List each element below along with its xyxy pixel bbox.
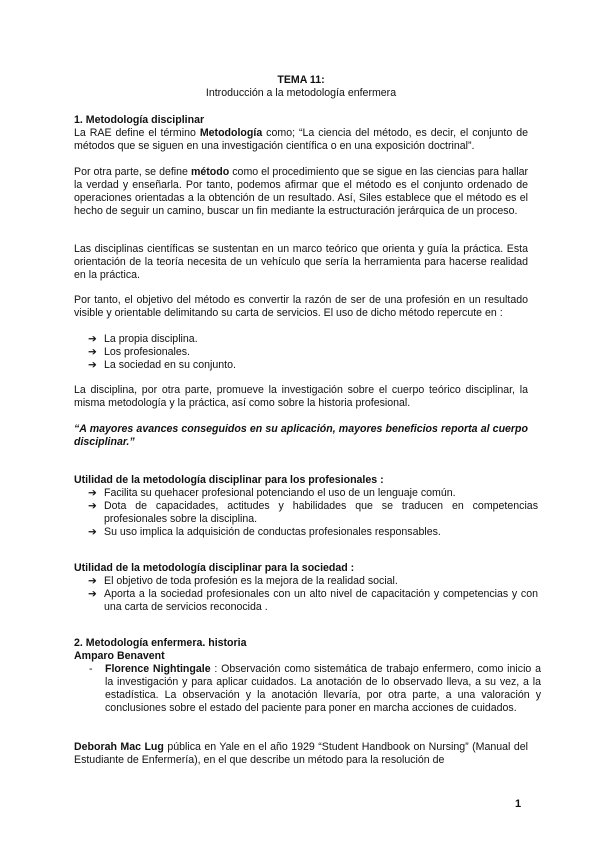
text-run: Por otra parte, se define — [74, 166, 191, 178]
list-item — [84, 359, 538, 372]
util-prof-heading: Utilidad de la metodología disciplinar para los profesionales : — [74, 474, 384, 486]
list-item — [87, 663, 541, 715]
list-item-text: Dota de capacidades, actitudes y habilidades que se traducen en competencias profesionales sobre la disciplina. — [104, 500, 538, 525]
arrow-right-icon: ➔ — [88, 526, 97, 538]
dash-icon: - — [89, 663, 93, 675]
arrow-right-icon: ➔ — [88, 588, 97, 600]
list-item — [84, 588, 538, 614]
list-item-text: Los profesionales. — [104, 346, 190, 358]
arrow-right-icon: ➔ — [88, 359, 97, 371]
arrow-right-icon: ➔ — [88, 333, 97, 345]
text-run: La RAE define el término — [74, 127, 200, 139]
util-soc-heading: Utilidad de la metodología disciplinar para la sociedad : — [74, 562, 355, 574]
bold-term: Metodología — [199, 127, 263, 139]
doc-subtitle: Introducción a la metodología enfermera — [205, 87, 397, 99]
arrow-right-icon: ➔ — [88, 575, 97, 587]
list-item — [84, 526, 538, 539]
repercute-list — [74, 333, 538, 372]
author-name: Amparo Benavent — [74, 650, 165, 662]
list-item — [84, 500, 538, 526]
paragraph-investigacion: La disciplina, por otra parte, promueve la investigación sobre el cuerpo teórico disciplinar, la misma metodología y la práctica, así como sobre la historia profesional. — [74, 384, 528, 409]
list-item — [84, 575, 538, 588]
arrow-right-icon: ➔ — [88, 487, 97, 499]
list-item — [84, 487, 538, 500]
arrow-right-icon: ➔ — [88, 346, 97, 358]
doc-title: TEMA 11: — [277, 74, 325, 86]
paragraph-objetivo: Por tanto, el objetivo del método es convertir la razón de ser de una profesión en un resultado visible y orientable delimitando su carta de servicios. El uso de dicho método repercute en : — [74, 294, 528, 319]
text-run: pública en Yale en el año 1929 “Student Handbook on Nursing” (Manual del Estudiante de Enfermería), en el que describe un método para la resolución de — [74, 741, 528, 766]
page-number: 1 — [515, 798, 522, 810]
list-item-text: Su uso implica la adquisición de conductas profesionales responsables. — [104, 526, 441, 538]
text-run: como el procedimiento que se sigue en las ciencias para hallar la verdad y enseñarla. Por tanto, podemos afirmar que el método es el conjunto ordenado de operaciones orientadas a la obtención de un resultado. Así, Siles establece que el método es el hecho de seguir un camino, buscar un fin mediante la estructuración jerárquica de un proceso. — [74, 166, 528, 217]
paragraph-disciplinas: Las disciplinas científicas se sustentan en un marco teórico que orienta y guía la práctica. Esta orientación de la teoría necesita de un vehículo que sería la herramienta para hacerse realidad en la práctica. — [74, 243, 528, 281]
util-prof-list — [74, 487, 538, 539]
list-item-text: : Observación como sistemática de trabajo enfermero, como inicio a la investigación y para aplicar cuidados. La anotación de lo observado lleva, a su vez, a la estadística. La observación y la anotación llevaría, por otra parte, a una valoración y conclusiones sobre el estado del paciente para poner en marcha acciones de cuidados. — [105, 663, 541, 714]
util-soc-list — [74, 575, 538, 614]
list-item — [84, 346, 538, 359]
section-2-heading: 2. Metodología enfermera. historia — [74, 637, 247, 649]
arrow-right-icon: ➔ — [88, 500, 97, 512]
bold-term: Deborah Mac Lug — [74, 741, 164, 753]
text-run: como; “La ciencia del método, es decir, el conjunto de métodos que se siguen en una investigación científica o en una exposición doctrinal”. — [74, 127, 529, 152]
section-1-heading: 1. Metodología disciplinar — [74, 114, 205, 126]
paragraph-rae — [74, 127, 528, 153]
list-item-text: La propia disciplina. — [104, 333, 198, 345]
list-item-text: Facilita su quehacer profesional potenciando el uso de un lenguaje común. — [104, 487, 456, 499]
list-item — [84, 333, 538, 346]
history-list — [74, 663, 541, 715]
paragraph-metodo — [74, 166, 528, 218]
list-item-text: La sociedad en su conjunto. — [104, 359, 236, 371]
paragraph-deborah — [74, 741, 528, 767]
bold-term: Florence Nightingale — [105, 663, 211, 675]
list-item-text: El objetivo de toda profesión es la mejora de la realidad social. — [104, 575, 398, 587]
quote: “A mayores avances conseguidos en su aplicación, mayores beneficios reporta al cuerpo disciplinar.” — [74, 423, 528, 448]
list-item-text: Aporta a la sociedad profesionales con un alto nivel de capacitación y competencias y con una carta de servicios reconocida . — [104, 588, 538, 613]
bold-term: método — [190, 166, 230, 178]
